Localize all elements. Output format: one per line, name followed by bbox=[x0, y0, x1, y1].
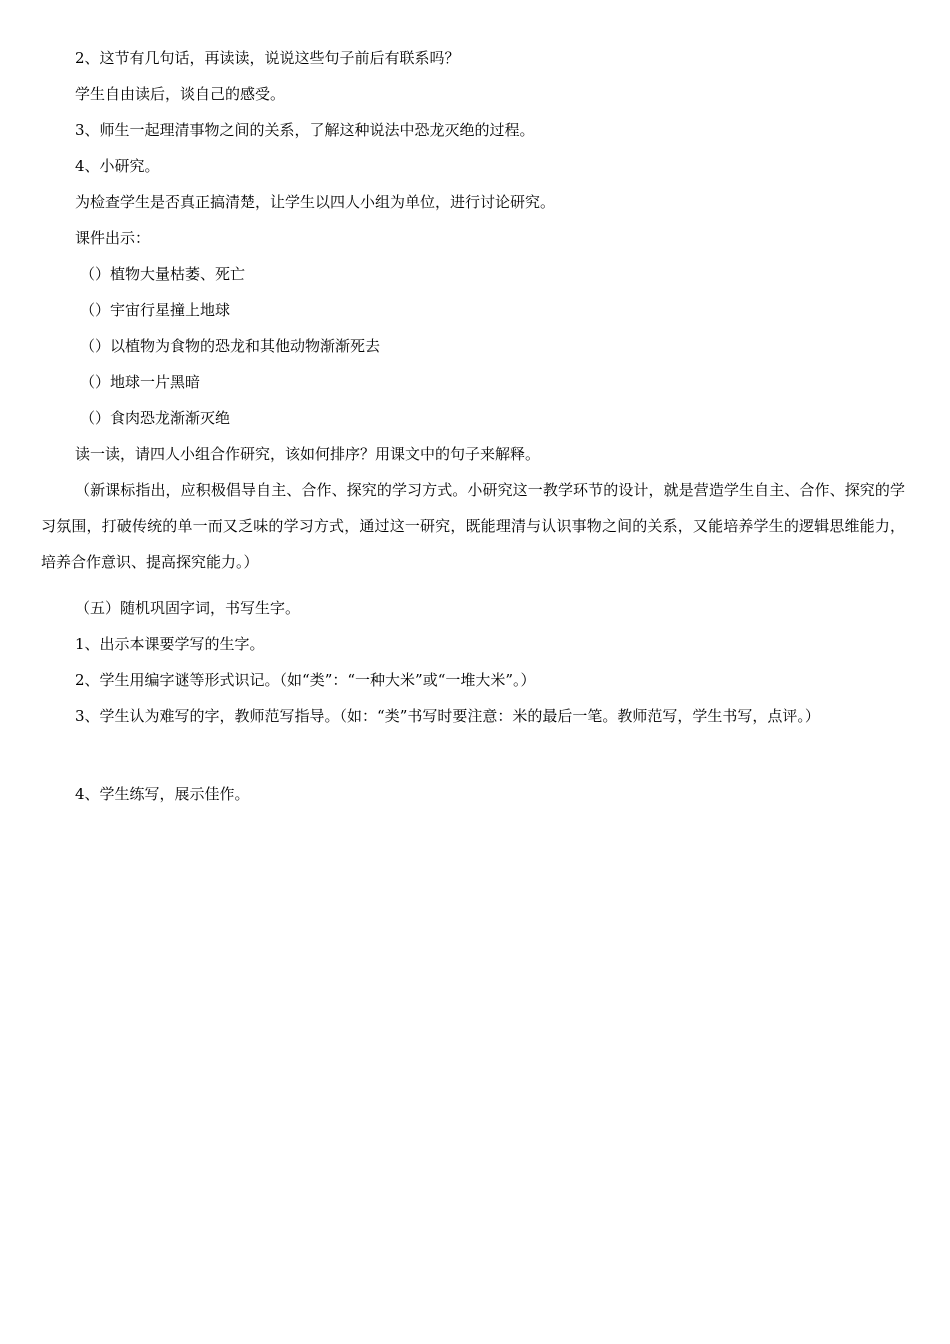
step-3-paragraph: 3、学生认为难写的字，教师范写指导。（如：“类”书写时要注意：米的最后一笔。教师范写，学生书写，点评。） bbox=[75, 707, 820, 725]
list-item: （）地球一片黑暗 bbox=[80, 373, 201, 391]
step-2-line: 2、学生用编字谜等形式识记。（如“类”：“一种大米”或“一堆大米”。） bbox=[75, 671, 536, 689]
list-item: （）宇宙行星撞上地球 bbox=[80, 301, 231, 319]
courseware-label: 课件出示： bbox=[75, 229, 151, 247]
step-1-line: 1、出示本课要学写的生字。 bbox=[75, 635, 265, 653]
relationship-line: 3、师生一起理清事物之间的关系，了解这种说法中恐龙灭绝的过程。 bbox=[75, 121, 535, 139]
list-item: （）植物大量枯萎、死亡 bbox=[80, 265, 246, 283]
note-paragraph: （新课标指出，应积极倡导自主、合作、探究的学习方式。小研究这一教学环节的设计，就是营造学生自主、合作、探究的学习氛围，打破传统的单一而又乏味的学习方式，通过这一研究，既能理清与认识事物之间的关系，又能培养学生的逻辑思维能力，培养合作意识、提高探究能力。） bbox=[41, 481, 905, 571]
question-line: 2、这节有几句话，再读读，说说这些句子前后有联系吗？ bbox=[75, 49, 460, 67]
step-4-line: 4、学生练写，展示佳作。 bbox=[75, 785, 250, 803]
small-research-line: 4、小研究。 bbox=[75, 157, 160, 175]
read-instruction-line: 读一读，请四人小组合作研究，该如何排序？用课文中的句子来解释。 bbox=[75, 445, 541, 463]
section-title: （五）随机巩固字词，书写生字。 bbox=[75, 599, 301, 617]
list-item: （）以植物为食物的恐龙和其他动物渐渐死去 bbox=[80, 337, 381, 355]
student-response-line: 学生自由读后，谈自己的感受。 bbox=[75, 85, 286, 103]
group-discussion-line: 为检查学生是否真正搞清楚，让学生以四人小组为单位，进行讨论研究。 bbox=[75, 193, 556, 211]
list-item: （）食肉恐龙渐渐灭绝 bbox=[80, 409, 231, 427]
